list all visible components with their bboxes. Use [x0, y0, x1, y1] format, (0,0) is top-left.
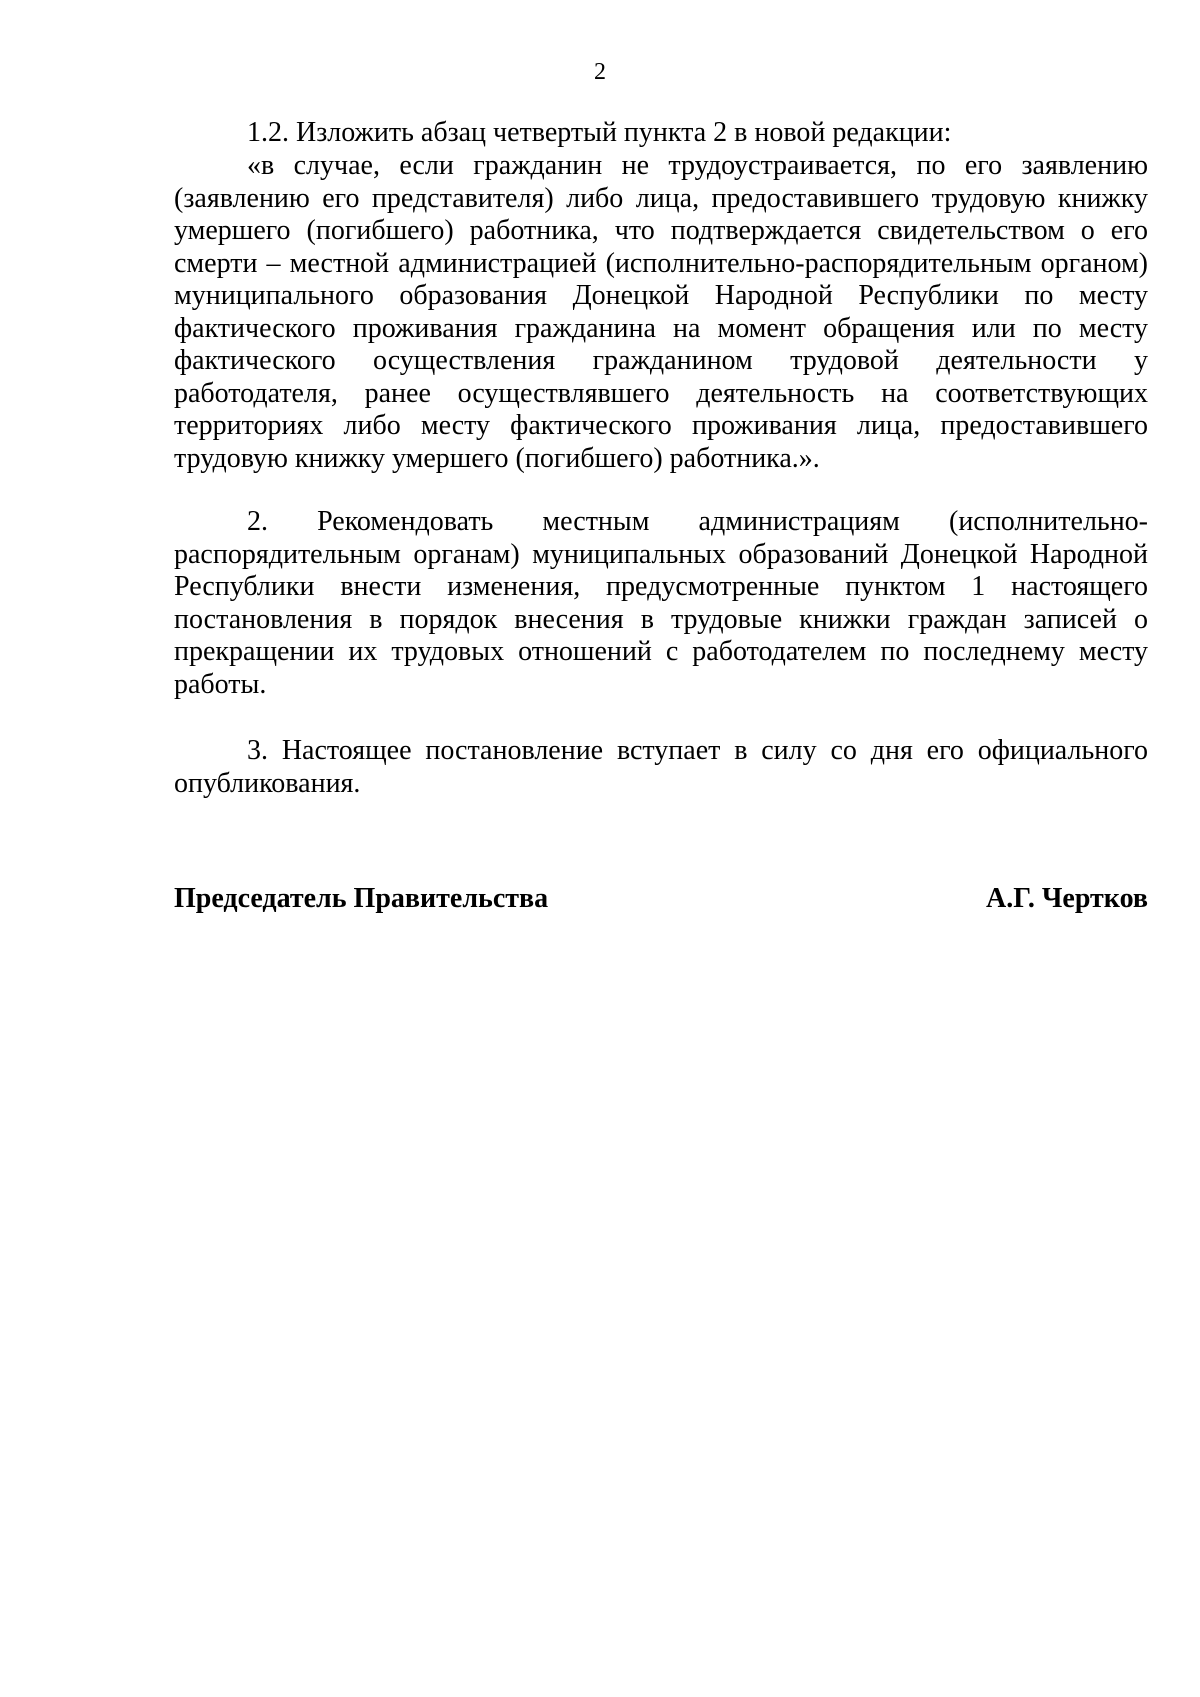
page-number: 2: [594, 59, 606, 85]
paragraph-item-1-2: [174, 117, 1148, 150]
paragraph-item-3-text: 3. Настоящее постановление вступает в силу со дня его официального опубликования.: [174, 735, 1148, 799]
paragraph-item-2-text: 2. Рекомендовать местным администрациям (исполнительно-распорядительным органам) муниципальных образований Донецкой Народной Республики внести изменения, предусмотренные пунктом 1 настоящего постановления в порядок внесения в трудовые книжки граждан записей о прекращении их трудовых отношений с работодателем по последнему месту работы.: [174, 506, 1148, 700]
paragraph-item-1-2-text: 1.2. Изложить абзац четвертый пункта 2 в новой редакции:: [247, 117, 952, 148]
signatory-position: Председатель Правительства: [174, 883, 549, 914]
paragraph-item-2: [174, 506, 1148, 701]
paragraph-quote: [174, 150, 1148, 475]
signatory-name: А.Г. Чертков: [986, 883, 1148, 914]
paragraph-item-3: [174, 735, 1148, 800]
paragraph-quote-text: «в случае, если гражданин не трудоустраивается, по его заявлению (заявлению его представителя) либо лица, предоставившего трудовую книжку умершего (погибшего) работника, что подтверждается свидетельством о его смерти – местной администрацией (исполнительно-распорядительным органом) муниципального образования Донецкой Народной Республики по месту фактического проживания гражданина на момент обращения или по месту фактического осуществления гражданином трудовой деятельности у работодателя, ранее осуществлявшего деятельность на соответствующих территориях либо месту фактического проживания лица, предоставившего трудовую книжку умершего (погибшего) работника.».: [174, 150, 1148, 474]
